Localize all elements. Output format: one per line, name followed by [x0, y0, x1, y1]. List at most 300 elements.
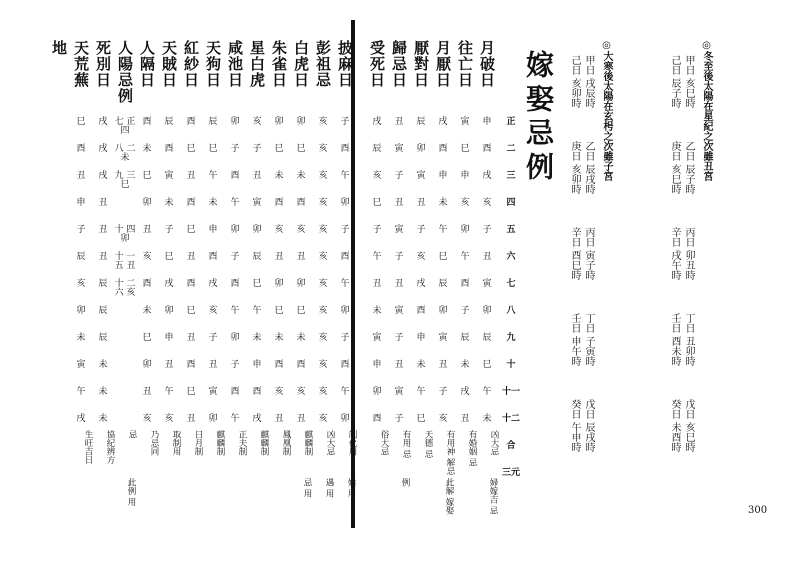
table-cell: 辰	[164, 117, 174, 127]
table-cell: 子	[230, 252, 240, 262]
table-cell: 子	[460, 306, 470, 316]
table-column	[268, 40, 290, 88]
table-cell: 亥	[208, 306, 218, 316]
column-heading: 天賊日	[160, 40, 178, 88]
row-footnote: 姑 用	[346, 478, 356, 498]
hour-entry: 辛日 酉巳時	[569, 227, 580, 281]
table-cell: 戌	[98, 144, 108, 154]
hour-entry: 戊日 亥巳時	[683, 399, 694, 453]
row-note: 天德 忌	[423, 430, 433, 459]
row-footnote: 此例 用	[126, 478, 136, 507]
column-heading: 歸忌日	[390, 40, 408, 88]
row-footnote: 婦嫁吉 忌	[488, 478, 498, 515]
table-cell: 戌	[164, 279, 174, 289]
table-cell: 戌	[438, 117, 448, 127]
row-note: 日月制	[193, 430, 203, 456]
table-cell: 子	[164, 225, 174, 235]
table-cell: 亥	[296, 225, 306, 235]
table-cell: 未	[142, 144, 152, 154]
table-cell: 丑	[98, 225, 108, 235]
table-cell: 卯	[76, 306, 86, 316]
table-cell: 寅	[438, 333, 448, 343]
table-cell: 丑	[274, 414, 284, 424]
row-footnote: 例	[400, 478, 410, 487]
table-cell: 午	[230, 306, 240, 316]
table-cell: 巳	[186, 144, 196, 154]
table-cell: 卯	[438, 306, 448, 316]
table-cell: 未	[98, 414, 108, 424]
table-cell: 子	[252, 144, 262, 154]
table-cell: 十 一 五 丑	[114, 252, 136, 271]
month-header: 合	[506, 441, 516, 451]
table-column	[202, 40, 224, 88]
table-cell: 未	[274, 171, 284, 181]
table-cell: 未	[416, 360, 426, 370]
table-cell: 酉	[340, 252, 350, 262]
table-cell: 卯	[142, 198, 152, 208]
table-cell: 卯	[230, 225, 240, 235]
table-cell: 卯	[164, 306, 174, 316]
sub-block-heading: ◎冬至後太陽在星紀之次雖丑宮	[701, 40, 712, 181]
table-cell: 申	[208, 225, 218, 235]
table-cell: 十 二 六 亥	[114, 279, 136, 298]
row-note: 俗大忌	[379, 430, 389, 456]
table-column	[92, 40, 114, 88]
table-cell: 辰	[482, 333, 492, 343]
table-cell: 戌	[252, 414, 262, 424]
table-cell: 亥	[76, 279, 86, 289]
table-cell: 戌	[372, 117, 382, 127]
table-cell: 巳	[142, 171, 152, 181]
hour-entry: 丁日 丑卯時	[683, 313, 694, 367]
table-cell: 卯	[482, 306, 492, 316]
row-note: 有婚姻 忌	[467, 430, 477, 467]
table-cell: 亥	[142, 414, 152, 424]
table-cell: 辰	[372, 144, 382, 154]
table-cell: 丑	[186, 333, 196, 343]
table-cell: 辰	[208, 117, 218, 127]
table-cell: 酉	[416, 306, 426, 316]
table-cell: 丑	[274, 252, 284, 262]
table-cell: 辰	[438, 279, 448, 289]
table-cell: 子	[482, 225, 492, 235]
table-cell: 子	[340, 225, 350, 235]
table-cell: 酉	[482, 144, 492, 154]
table-cell: 寅	[394, 225, 404, 235]
column-heading: 彭祖忌	[314, 40, 332, 88]
column-heading: 人陽忌例	[116, 40, 134, 104]
table-cell: 辰	[98, 333, 108, 343]
table-column	[454, 40, 476, 88]
table-cell: 戌	[98, 117, 108, 127]
table-cell: 酉	[296, 198, 306, 208]
table-cell: 酉	[274, 198, 284, 208]
table-cell: 辰	[98, 279, 108, 289]
table-cell: 丑	[186, 414, 196, 424]
table-cell: 辰	[98, 306, 108, 316]
table-cell: 丑	[394, 117, 404, 127]
row-note: 協紀辨方	[105, 430, 115, 464]
table-cell: 亥	[318, 306, 328, 316]
table-cell: 酉	[186, 279, 196, 289]
table-cell: 未	[252, 333, 262, 343]
table-cell: 巳	[164, 252, 174, 262]
table-cell: 酉	[438, 144, 448, 154]
table-cell: 未	[482, 414, 492, 424]
table-cell: 丑	[142, 225, 152, 235]
table-cell: 未	[142, 306, 152, 316]
row-note: 凶大忌	[325, 430, 335, 456]
month-header: 四	[506, 198, 516, 208]
hour-entry: 乙日 辰戌時	[583, 141, 594, 195]
column-heading: 往亡日	[456, 40, 474, 88]
table-cell: 申	[482, 117, 492, 127]
month-header: 十	[506, 360, 516, 370]
row-note: 鳳凰制	[281, 430, 291, 456]
table-cell: 酉	[460, 279, 470, 289]
table-column	[290, 40, 312, 88]
table-cell: 未	[76, 333, 86, 343]
hour-entry: 丁日 子寅時	[583, 313, 594, 367]
table-cell: 申	[438, 171, 448, 181]
table-cell: 亥	[372, 171, 382, 181]
row-footnote: 遇 用	[324, 478, 334, 498]
table-cell: 酉	[274, 360, 284, 370]
table-cell: 丑	[438, 360, 448, 370]
table-cell: 酉	[230, 387, 240, 397]
table-cell: 未	[98, 360, 108, 370]
table-cell: 巳	[372, 198, 382, 208]
column-heading: 地	[50, 40, 68, 56]
table-cell: 亥	[318, 387, 328, 397]
table-cell: 寅	[394, 306, 404, 316]
table-cell: 亥	[318, 117, 328, 127]
table-cell: 申	[372, 360, 382, 370]
month-header: 九	[506, 333, 516, 343]
row-note: 凶大忌	[489, 430, 499, 456]
table-cell: 卯	[274, 279, 284, 289]
table-cell: 寅	[394, 387, 404, 397]
table-column	[158, 40, 180, 88]
table-cell: 丑	[164, 360, 174, 370]
table-cell: 丑	[394, 279, 404, 289]
table-cell: 亥	[318, 414, 328, 424]
table-cell: 酉	[142, 279, 152, 289]
section-title: 嫁娶忌例	[522, 50, 555, 186]
table-cell: 亥	[252, 117, 262, 127]
table-cell: 午	[230, 414, 240, 424]
table-cell: 卯	[296, 279, 306, 289]
table-cell: 卯	[340, 198, 350, 208]
month-header: 六	[506, 252, 516, 262]
table-cell: 酉	[76, 144, 86, 154]
table-column	[334, 40, 356, 88]
table-cell: 丑	[208, 360, 218, 370]
table-cell: 巳	[296, 306, 306, 316]
table-cell: 卯	[230, 333, 240, 343]
table-cell: 未	[438, 198, 448, 208]
table-cell: 子	[372, 225, 382, 235]
table-cell: 酉	[372, 414, 382, 424]
hour-entry: 戊日 辰戌時	[583, 399, 594, 453]
table-cell: 子	[230, 360, 240, 370]
month-header: 七	[506, 279, 516, 289]
table-cell: 未	[98, 387, 108, 397]
column-heading: 月厭日	[434, 40, 452, 88]
table-cell: 子	[438, 387, 448, 397]
table-cell: 午	[76, 387, 86, 397]
table-cell: 亥	[318, 360, 328, 370]
table-cell: 丑	[394, 360, 404, 370]
row-note: 正夫制	[237, 430, 247, 456]
table-cell: 寅	[76, 360, 86, 370]
table-cell: 午	[482, 387, 492, 397]
table-cell: 亥	[164, 414, 174, 424]
table-cell: 亥	[296, 387, 306, 397]
table-cell: 午	[340, 171, 350, 181]
table-cell: 丑	[482, 252, 492, 262]
table-column	[70, 40, 92, 88]
table-cell: 卯	[296, 117, 306, 127]
table-cell: 巳	[296, 144, 306, 154]
table-cell: 亥	[318, 144, 328, 154]
column-heading: 死別日	[94, 40, 112, 88]
table-column	[410, 40, 432, 88]
table-cell: 巳	[482, 360, 492, 370]
table-cell: 巳	[252, 279, 262, 289]
table-cell: 未	[372, 306, 382, 316]
table-cell: 子	[394, 171, 404, 181]
row-note: 生旺吉日	[83, 430, 93, 464]
table-cell: 午	[460, 252, 470, 262]
row-note: 麒麟制	[259, 430, 269, 456]
row-footnote: 此解 嫁娶	[444, 478, 454, 515]
table-column	[476, 40, 498, 88]
column-heading: 咸池日	[226, 40, 244, 88]
table-cell: 卯	[460, 225, 470, 235]
table-cell: 丑	[142, 387, 152, 397]
table-cell: 未	[164, 198, 174, 208]
table-cell: 未	[208, 198, 218, 208]
table-cell: 巳	[142, 333, 152, 343]
table-column	[224, 40, 246, 88]
table-cell: 巳	[438, 252, 448, 262]
table-cell: 亥	[318, 252, 328, 262]
month-header: 十二	[501, 414, 520, 424]
hour-entry: 庚日 亥巳時	[669, 141, 680, 195]
table-cell: 卯	[340, 414, 350, 424]
table-cell: 丑	[186, 252, 196, 262]
hour-entry: 丙日 寅子時	[583, 227, 594, 281]
sub-block-heading: ◎大寒後太陽在玄枵之次雖子宮	[601, 40, 612, 181]
column-heading: 紅紗日	[182, 40, 200, 88]
table-cell: 戌	[482, 171, 492, 181]
row-note: 有用 忌	[401, 430, 411, 459]
column-heading: 厭對日	[412, 40, 430, 88]
table-cell: 申	[252, 360, 262, 370]
table-cell: 丑	[416, 198, 426, 208]
table-cell: 卯	[230, 117, 240, 127]
column-heading: 天荒蕪	[72, 40, 90, 88]
table-cell: 申	[76, 198, 86, 208]
table-cell: 辰	[76, 252, 86, 262]
table-cell: 未	[296, 171, 306, 181]
table-cell: 卯	[142, 360, 152, 370]
table-cell: 亥	[482, 198, 492, 208]
table-cell: 卯	[274, 117, 284, 127]
table-cell: 酉	[208, 252, 218, 262]
table-cell: 酉	[252, 387, 262, 397]
table-column	[246, 40, 268, 88]
table-cell: 午	[372, 252, 382, 262]
month-header: 五	[506, 225, 516, 235]
row-note: 乃忌同	[149, 430, 159, 456]
table-cell: 亥	[274, 225, 284, 235]
table-cell: 子	[76, 225, 86, 235]
table-cell: 午	[416, 387, 426, 397]
table-cell: 巳	[186, 306, 196, 316]
table-cell: 申	[164, 333, 174, 343]
table-cell: 巳	[186, 225, 196, 235]
table-cell: 丑	[394, 198, 404, 208]
row-note: 忌	[127, 430, 137, 439]
table-cell: 戌	[98, 171, 108, 181]
table-cell: 酉	[186, 360, 196, 370]
table-cell: 巳	[186, 387, 196, 397]
table-column	[312, 40, 334, 88]
table-column	[114, 40, 136, 104]
column-heading: 星白虎	[248, 40, 266, 88]
table-cell: 寅	[372, 333, 382, 343]
table-cell: 申	[416, 333, 426, 343]
column-heading: 披麻日	[336, 40, 354, 88]
hour-entry: 己日 辰子時	[669, 55, 680, 109]
table-cell: 亥	[274, 387, 284, 397]
table-cell: 寅	[416, 171, 426, 181]
table-cell: 午	[208, 171, 218, 181]
table-cell: 戌	[460, 387, 470, 397]
column-heading: 天狗日	[204, 40, 222, 88]
table-cell: 辰	[460, 333, 470, 343]
hour-entry: 辛日 戌午時	[669, 227, 680, 281]
hour-entry: 壬日 酉未時	[669, 313, 680, 367]
hour-entry: 甲日 戌辰時	[583, 55, 594, 109]
table-cell: 寅	[394, 144, 404, 154]
table-cell: 申	[460, 171, 470, 181]
table-cell: 亥	[438, 414, 448, 424]
table-cell: 戌	[416, 279, 426, 289]
table-cell: 子	[394, 252, 404, 262]
table-cell: 丑	[296, 414, 306, 424]
table-cell: 酉	[142, 117, 152, 127]
table-cell: 酉	[230, 171, 240, 181]
table-column	[388, 40, 410, 88]
table-cell: 酉	[164, 144, 174, 154]
table-cell: 午	[252, 306, 262, 316]
table-cell: 子	[394, 333, 404, 343]
table-cell: 寅	[252, 198, 262, 208]
row-note: 麒麟制	[215, 430, 225, 456]
table-cell: 寅	[208, 387, 218, 397]
table-column	[366, 40, 388, 88]
table-cell: 酉	[340, 360, 350, 370]
table-cell: 巳	[208, 144, 218, 154]
table-cell: 未	[274, 333, 284, 343]
table-cell: 子	[416, 225, 426, 235]
table-cell: 未	[296, 333, 306, 343]
table-column	[432, 40, 454, 88]
table-cell: 卯	[416, 144, 426, 154]
table-column	[136, 40, 158, 88]
hour-entry: 丙日 卯丑時	[683, 227, 694, 281]
table-cell: 寅	[164, 171, 174, 181]
table-cell: 亥	[416, 252, 426, 262]
table-cell: 寅	[460, 117, 470, 127]
table-cell: 丑	[372, 279, 382, 289]
table-cell: 卯	[252, 225, 262, 235]
column-heading: 受死日	[368, 40, 386, 88]
table-cell: 未	[460, 360, 470, 370]
hour-entry: 癸日 未酉時	[669, 399, 680, 453]
row-note: 有用神 解忌	[445, 430, 455, 476]
table-cell: 丑	[186, 171, 196, 181]
table-cell: 九 三 巳	[114, 171, 136, 190]
table-cell: 丑	[252, 171, 262, 181]
row-note: 制化用	[347, 430, 357, 456]
table-cell: 十 四 卯	[114, 225, 136, 244]
table-cell: 子	[230, 144, 240, 154]
table-cell: 亥	[318, 333, 328, 343]
table-cell: 七 正 四	[114, 117, 136, 136]
table-cell: 丑	[98, 252, 108, 262]
hour-entry: 庚日 亥卯時	[569, 141, 580, 195]
table-cell: 亥	[318, 279, 328, 289]
table-cell: 亥	[318, 171, 328, 181]
hour-entry: 癸日 午申時	[569, 399, 580, 453]
table-cell: 午	[340, 387, 350, 397]
table-cell: 巳	[76, 117, 86, 127]
row-note: 取制用	[171, 430, 181, 456]
table-cell: 午	[230, 198, 240, 208]
table-cell: 寅	[482, 279, 492, 289]
table-cell: 酉	[340, 144, 350, 154]
table-cell: 巳	[416, 414, 426, 424]
table-cell: 巳	[274, 306, 284, 316]
row-footnote: 忌 用	[302, 478, 312, 498]
month-header: 三	[506, 171, 516, 181]
table-cell: 子	[340, 117, 350, 127]
hour-entry: 甲日 亥巳時	[683, 55, 694, 109]
table-cell: 卯	[372, 387, 382, 397]
table-column	[48, 40, 70, 56]
table-cell: 亥	[142, 252, 152, 262]
table-cell: 戌	[76, 414, 86, 424]
column-heading: 人隔日	[138, 40, 156, 88]
table-cell: 卯	[340, 306, 350, 316]
table-cell: 午	[164, 387, 174, 397]
month-header: 正	[506, 117, 516, 127]
month-header: 二	[506, 144, 516, 154]
table-cell: 巳	[274, 144, 284, 154]
table-cell: 酉	[296, 360, 306, 370]
table-cell: 酉	[230, 279, 240, 289]
column-heading: 月破日	[478, 40, 496, 88]
table-cell: 子	[394, 414, 404, 424]
hour-entry: 乙日 辰子時	[683, 141, 694, 195]
table-cell: 午	[340, 279, 350, 289]
column-heading: 白虎日	[292, 40, 310, 88]
row-note: 麒麟制	[303, 430, 313, 456]
